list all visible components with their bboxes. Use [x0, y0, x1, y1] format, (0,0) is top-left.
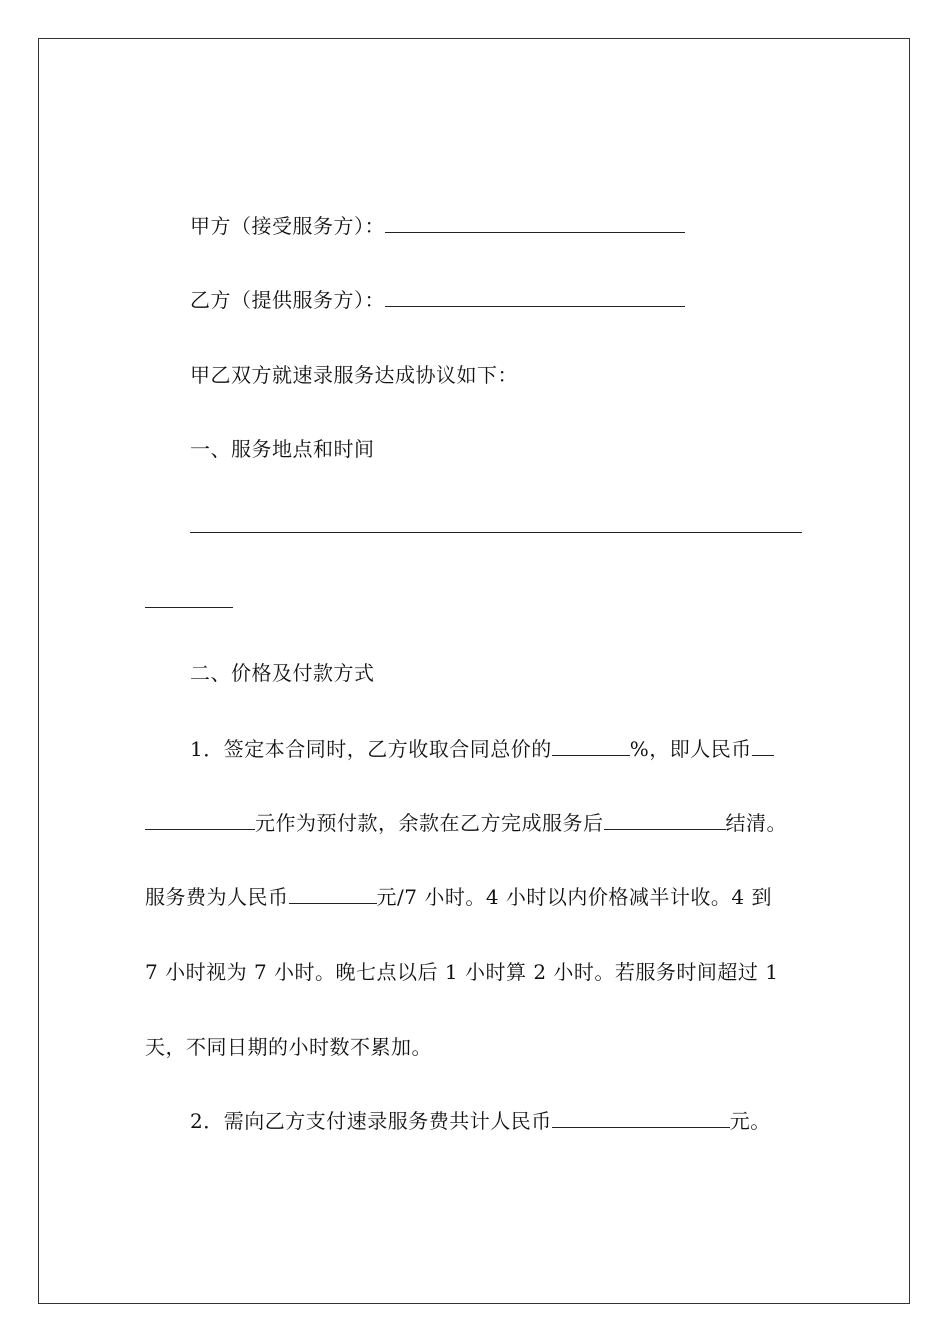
clause1-line3 — [145, 885, 772, 909]
clause1-part-c: 元作为预付款，余款在乙方完成服务后 — [255, 811, 604, 835]
party-b-line — [190, 288, 685, 312]
prepay-amount-blank-start — [752, 737, 774, 756]
party-a-blank — [385, 214, 685, 233]
percent-blank — [552, 737, 630, 756]
location-time-blank-cont — [145, 607, 233, 608]
clause1-part-a: 1．签定本合同时，乙方收取合同总价的 — [190, 737, 552, 761]
clause1-line2 — [145, 811, 787, 835]
prepay-amount-blank — [145, 811, 255, 830]
clause1-line1 — [190, 737, 774, 761]
clause1-part-f: 元/7 小时。4 小时以内价格减半计收。4 到 — [376, 885, 772, 909]
party-b-label: 乙方（提供服务方）： — [190, 288, 385, 312]
total-fee-blank — [552, 1109, 730, 1128]
section2-heading: 二、价格及付款方式 — [190, 661, 375, 685]
intro-line — [190, 363, 518, 387]
party-b-blank — [385, 288, 685, 307]
clause1-line4 — [145, 960, 778, 984]
section2-heading-line — [190, 661, 375, 685]
intro-text: 甲乙双方就速录服务达成协议如下： — [190, 363, 518, 387]
location-time-blank — [190, 532, 802, 533]
party-a-line — [190, 214, 685, 238]
clause2-part-b: 元。 — [729, 1109, 771, 1133]
clause2-part-a: 2．需向乙方支付速录服务费共计人民币 — [190, 1109, 552, 1133]
section1-heading-line — [190, 437, 375, 461]
settle-time-blank — [604, 811, 726, 830]
section1-heading: 一、服务地点和时间 — [190, 437, 375, 461]
clause1-part-b: %，即人民币 — [629, 737, 752, 761]
clause2-line — [190, 1109, 771, 1133]
clause1-part-g: 7 小时视为 7 小时。晚七点以后 1 小时算 2 小时。若服务时间超过 1 — [145, 960, 779, 984]
clause1-part-h: 天，不同日期的小时数不累加。 — [145, 1035, 432, 1059]
party-a-label: 甲方（接受服务方）： — [190, 214, 385, 238]
clause1-line5 — [145, 1035, 432, 1059]
fee-rate-blank — [289, 885, 377, 904]
clause1-part-e: 服务费为人民币 — [145, 885, 289, 909]
clause1-part-d: 结清。 — [725, 811, 787, 835]
